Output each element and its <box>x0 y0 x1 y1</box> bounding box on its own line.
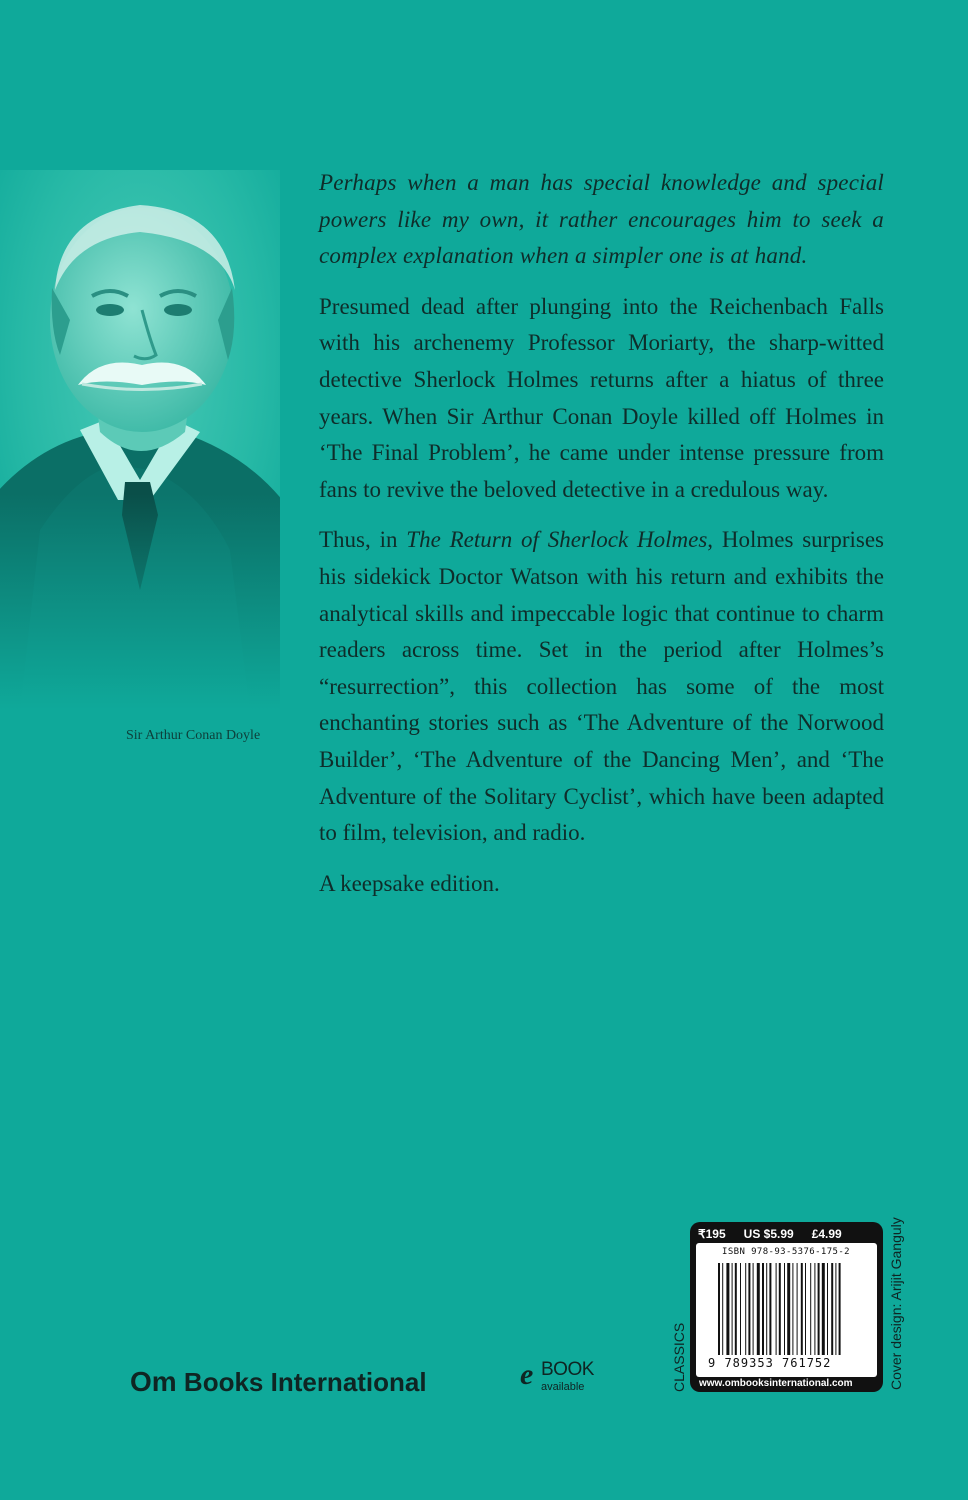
barcode-stripe <box>776 1263 777 1355</box>
price-uk: £4.99 <box>811 1227 842 1241</box>
barcode-stripe <box>831 1263 833 1355</box>
portrait-caption: Sir Arthur Conan Doyle <box>126 728 261 743</box>
ebook-available-label: available <box>541 1381 585 1393</box>
price-us: US $5.99 <box>743 1227 794 1241</box>
barcode-stripe <box>827 1263 828 1355</box>
isbn-text: ISBN 978-93-5376-175-2 <box>722 1247 851 1257</box>
para2-rest: , Holmes surprises his sidekick Doctor Watson with his return and exhibits the analytical skills and impeccable logic that continue to charm readers across time. Set in the period after Holmes’s “resurrection”, this collection has some of the most enchanting stories such as ‘The Adventure of the Norwood Builder’, ‘The Adventure of the Dancing Men’, and ‘The Adventure of the Solitary Cyclist’, which have been adapted to film, television, and radio. <box>319 527 884 846</box>
barcode-stripe <box>735 1263 737 1355</box>
barcode-area <box>696 1243 877 1377</box>
publisher-name: Books International <box>176 1367 427 1397</box>
barcode-stripe <box>818 1263 820 1355</box>
barcode-digits: 9 789353 761752 <box>708 1356 832 1370</box>
barcode-stripe <box>810 1263 811 1355</box>
publisher-url: www.ombooksinternational.com <box>699 1378 853 1389</box>
publisher-logo <box>130 1366 427 1398</box>
barcode-stripe <box>766 1263 767 1355</box>
barcode-stripe <box>757 1263 760 1355</box>
barcode-stripe <box>801 1263 803 1355</box>
barcode-panel <box>690 1222 883 1392</box>
barcode-icon <box>718 1263 868 1355</box>
publisher-om: Om <box>130 1366 177 1397</box>
price-row <box>698 1225 874 1243</box>
barcode-stripe <box>822 1263 825 1355</box>
barcode-stripe <box>769 1263 771 1355</box>
blurb-paragraph-2 <box>319 522 884 851</box>
blurb-paragraph-1: Presumed dead after plunging into the Reichenbach Falls with his archenemy Professor Moriarty, the sharp-witted detective Sherlock Holmes returns after a hiatus of three years. When Sir Arthur Conan Doyle killed off Holmes in ‘The Final Problem’, he came under intense pressure from fans to revive the beloved detective in a credulous way. <box>319 293 884 502</box>
blurb-paragraph-3: A keepsake edition. <box>319 870 500 896</box>
price-inr: ₹195 <box>698 1227 726 1241</box>
barcode-stripe <box>753 1263 754 1355</box>
barcode-stripe <box>718 1263 720 1355</box>
author-portrait <box>0 170 280 710</box>
barcode-stripe <box>805 1263 806 1355</box>
barcode-stripe <box>748 1263 750 1355</box>
para2-lead: Thus, in <box>319 527 407 553</box>
epigraph-quote: Perhaps when a man has special knowledge and special powers like my own, it rather encourages him to seek a complex explanation when a simpler one is at hand. <box>319 170 884 269</box>
ebook-label: BOOK <box>541 1359 594 1380</box>
barcode-stripe <box>745 1263 746 1355</box>
ebook-available-badge <box>520 1358 595 1398</box>
barcode-stripe <box>740 1263 741 1355</box>
category-label: CLASSICS <box>671 1322 687 1392</box>
barcode-stripe <box>784 1263 785 1355</box>
book-title: The Return of Sherlock Holmes <box>406 527 708 553</box>
barcode-stripe <box>814 1263 815 1355</box>
barcode-stripe <box>726 1263 729 1355</box>
barcode-stripe <box>792 1263 793 1355</box>
cover-design-credit: Cover design: Arijit Ganguly <box>888 1217 904 1390</box>
blurb-text <box>319 165 884 916</box>
barcode-stripe <box>732 1263 733 1355</box>
barcode-stripe <box>787 1263 790 1355</box>
barcode-stripe <box>722 1263 723 1355</box>
ebook-e-icon: e <box>520 1358 534 1391</box>
barcode-stripe <box>779 1263 781 1355</box>
barcode-stripe <box>797 1263 798 1355</box>
barcode-stripe <box>839 1263 841 1355</box>
barcode-stripe <box>762 1263 764 1355</box>
barcode-stripe <box>835 1263 836 1355</box>
